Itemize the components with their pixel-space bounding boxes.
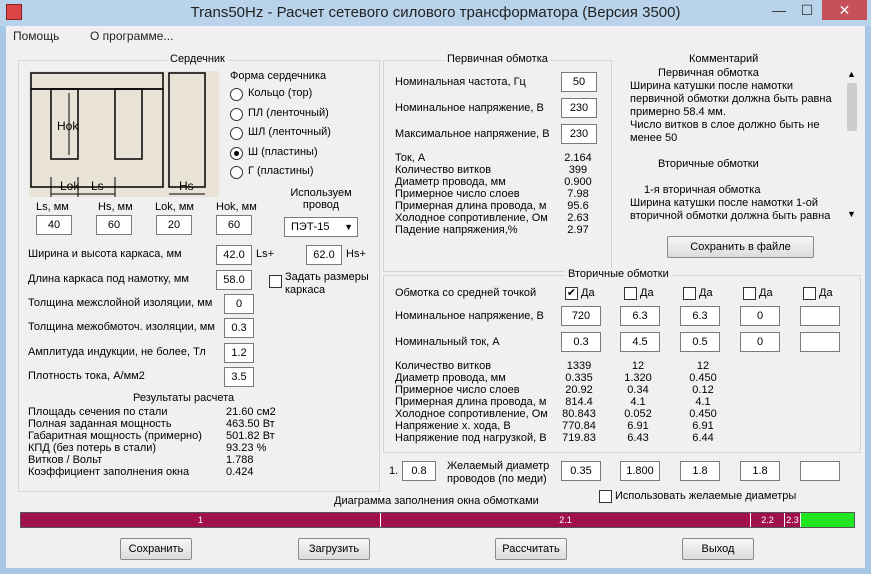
sec-row [395, 384, 735, 396]
secondary-results [395, 360, 735, 444]
dim-ls-input[interactable]: 40 [36, 215, 72, 235]
comment-line [630, 145, 844, 158]
result-label: Витков / Вольт [28, 454, 103, 466]
load-button[interactable]: Загрузить [298, 538, 370, 560]
primary-row-value: 2.97 [567, 224, 589, 236]
radio-ring[interactable] [230, 88, 243, 101]
center-tap-label: Обмотка со средней точкой [395, 287, 537, 299]
dim-ls-label: Ls, мм [36, 201, 69, 213]
sec-value: 6.91 [692, 420, 714, 432]
result-value: 501.82 Вт [226, 430, 275, 442]
primary-row-label: Количество витков [395, 164, 492, 176]
center-tap-checkbox-5[interactable] [803, 287, 816, 300]
primary-row-label: Ток, А [395, 152, 426, 164]
result-label: Полная заданная мощность [28, 418, 172, 430]
result-value: 21.60 см2 [226, 406, 276, 418]
use-desired-label: Использовать желаемые диаметры [615, 490, 797, 502]
client-area [6, 26, 865, 568]
sec-value: 0.335 [565, 372, 593, 384]
current-density-label: Плотность тока, А/мм2 [28, 370, 145, 382]
sec-row [395, 408, 735, 420]
menu-about[interactable]: О программе... [90, 29, 174, 43]
sec-voltage-label: Номинальное напряжение, В [395, 310, 544, 322]
scroll-thumb[interactable] [847, 83, 857, 131]
dim-hs-label: Hs, мм [98, 201, 133, 213]
comment-line [630, 171, 844, 184]
comment-line: Ширина катушки после намотки [630, 80, 793, 92]
result-value: 0.424 [226, 466, 254, 478]
result-row [28, 442, 368, 454]
shape-g-label: Г (пластины) [248, 165, 314, 177]
primary-row-value: 2.63 [567, 212, 589, 224]
fill-segment-2: 2.1 [381, 513, 750, 527]
frame-label: Ширина и высота каркаса, мм [28, 248, 182, 260]
frame-length-input[interactable]: 58.0 [216, 270, 252, 290]
wire-select[interactable] [284, 217, 358, 237]
core-group-title: Сердечник [167, 53, 228, 65]
nominal-voltage-label: Номинальное напряжение, В [395, 102, 544, 114]
maximize-button[interactable]: ☐ [800, 2, 814, 18]
result-label: Коэффициент заполнения окна [28, 466, 190, 478]
results-list [28, 406, 368, 478]
comment-line: Число витков в слое должно быть не [630, 119, 820, 131]
shape-title: Форма сердечника [230, 70, 327, 82]
comment-title: Комментарий [689, 53, 759, 65]
frame-length-label: Длина каркаса под намотку, мм [28, 273, 189, 285]
calculate-button[interactable]: Рассчитать [495, 538, 567, 560]
sec-value: 12 [696, 360, 710, 372]
sec-value: 770.84 [562, 420, 596, 432]
primary-row-value: 399 [568, 164, 588, 176]
sec-row-label: Напряжение х. хода, В [395, 420, 511, 432]
fill-segment-3: 2.2 [751, 513, 784, 527]
primary-row-value: 2.164 [564, 152, 592, 164]
desired-input-3[interactable]: 1.8 [680, 461, 720, 481]
desired-input-4[interactable]: 1.8 [740, 461, 780, 481]
frame-height-input[interactable]: 62.0 [306, 245, 342, 265]
sec-value: 6.43 [627, 432, 649, 444]
dim-hok-label: Hok, мм [216, 201, 257, 213]
primary-row-value: 0.900 [564, 176, 592, 188]
center-tap-checkbox-2[interactable] [624, 287, 637, 300]
primary-row-value: 7.98 [567, 188, 589, 200]
comment-line: первичной обмотки должна быть равна [630, 93, 832, 105]
comment-line: Вторичные обмотки [658, 158, 759, 170]
lok-label: Lok [60, 179, 80, 193]
center-tap-yes-1: Да [581, 287, 595, 299]
comment-line: вторичной обмотки должна быть равна [630, 210, 831, 222]
sec-row [395, 432, 735, 444]
primary-results [395, 152, 605, 236]
primary-diam-label: 1. [389, 465, 399, 477]
comment-line: примерно 58.4 мм. [630, 106, 726, 118]
primary-row-label: Примерная длина провода, м [395, 200, 547, 212]
sec-value: 20.92 [565, 384, 593, 396]
fill-segment-1: 1 [21, 513, 380, 527]
result-value: 463.50 Вт [226, 418, 275, 430]
ls-label: Ls [91, 179, 104, 193]
max-voltage-label: Максимальное напряжение, В [395, 128, 550, 140]
sec-value: 0.450 [689, 408, 717, 420]
center-tap-yes-5: Да [819, 287, 833, 299]
sec-value: 0.450 [689, 372, 717, 384]
induction-input[interactable]: 1.2 [224, 343, 254, 363]
sec-current-input-1[interactable]: 0.3 [561, 332, 601, 352]
dim-hok-input[interactable]: 60 [216, 215, 252, 235]
center-tap-checkbox-4[interactable] [743, 287, 756, 300]
menu-help[interactable]: Помощь [13, 29, 60, 43]
secondary-group-title: Вторичные обмотки [565, 268, 672, 280]
dim-hs-input[interactable]: 60 [96, 215, 132, 235]
frame-width-suffix: Ls+ [256, 248, 275, 260]
primary-row [395, 152, 605, 164]
shape-pl-label: ПЛ (ленточный) [248, 107, 329, 119]
radio-sh[interactable] [230, 147, 243, 160]
shape-radio-g[interactable] [230, 165, 370, 181]
wire-select-value: ПЭТ-15 [291, 221, 330, 233]
result-row [28, 430, 368, 442]
close-button[interactable]: ✕ [822, 0, 867, 20]
interlayer-input[interactable]: 0 [224, 294, 254, 314]
save-button[interactable]: Сохранить [120, 538, 192, 560]
set-frame-checkbox[interactable] [269, 275, 282, 288]
sec-value: 0.12 [692, 384, 714, 396]
center-tap-yes-4: Да [759, 287, 773, 299]
save-to-file-button[interactable]: Сохранить в файле [667, 236, 814, 258]
sec-value: 0.34 [627, 384, 649, 396]
sec-current-input-2[interactable]: 4.5 [620, 332, 660, 352]
fill-segment-4: 2.3 [786, 515, 799, 525]
window-title: Trans50Hz - Расчет сетевого силового трансформатора (Версия 3500) [190, 4, 681, 21]
sec-row-label: Примерное число слоев [395, 384, 520, 396]
current-density-input[interactable]: 3.5 [224, 367, 254, 387]
sec-row-label: Холодное сопротивление, Ом [395, 408, 548, 420]
fill-segment-free [801, 513, 854, 527]
sec-voltage-input-5[interactable] [800, 306, 840, 326]
fill-bar [20, 512, 855, 528]
sec-current-input-4[interactable]: 0 [740, 332, 780, 352]
sec-row-label: Диаметр провода, мм [395, 372, 506, 384]
center-tap-checkbox-3[interactable] [683, 287, 696, 300]
primary-row-label: Падение напряжения,% [395, 224, 518, 236]
primary-row [395, 224, 605, 236]
sec-value: 6.91 [627, 420, 649, 432]
primary-diam-input[interactable]: 0.8 [402, 461, 436, 481]
shape-radio-shl[interactable] [230, 126, 370, 142]
sec-value: 12 [631, 360, 645, 372]
primary-row [395, 176, 605, 188]
hs-label: Hs [179, 179, 194, 193]
dim-lok-input[interactable]: 20 [156, 215, 192, 235]
comment-line: Ширина катушки после намотки 1-ой [630, 197, 819, 209]
interlayer-label: Толщина межслойной изоляции, мм [28, 297, 213, 309]
center-tap-yes-3: Да [699, 287, 713, 299]
wire-label: Используем провод [290, 187, 352, 211]
sec-row-label: Напряжение под нагрузкой, В [395, 432, 547, 444]
sec-value: 4.1 [630, 396, 646, 408]
sec-row [395, 360, 735, 372]
set-frame-label: Задать размеры каркаса [285, 271, 369, 296]
sec-value: 1339 [566, 360, 592, 372]
primary-row-label: Холодное сопротивление, Ом [395, 212, 548, 224]
shape-sh-label: Ш (пластины) [248, 146, 318, 158]
primary-row [395, 212, 605, 224]
sec-current-label: Номинальный ток, А [395, 336, 500, 348]
interwinding-input[interactable]: 0.3 [224, 318, 254, 338]
sec-voltage-input-4[interactable]: 0 [740, 306, 780, 326]
sec-row-label: Количество витков [395, 360, 492, 372]
nominal-voltage-input[interactable]: 230 [561, 98, 597, 118]
result-value: 1.788 [226, 454, 254, 466]
sec-row [395, 396, 735, 408]
hok-label: Hok [57, 119, 79, 133]
menu-bar [6, 26, 865, 46]
core-diagram [29, 71, 219, 197]
minimize-button[interactable]: — [772, 2, 786, 18]
primary-group-title: Первичная обмотка [444, 53, 551, 65]
sec-value: 719.83 [562, 432, 596, 444]
primary-row-label: Примерное число слоев [395, 188, 520, 200]
result-label: Габаритная мощность (примерно) [28, 430, 202, 442]
sec-row [395, 372, 735, 384]
frame-height-suffix: Hs+ [346, 248, 366, 260]
frequency-label: Номинальная частота, Гц [395, 76, 526, 88]
sec-voltage-input-1[interactable]: 720 [561, 306, 601, 326]
comment-scrollbar[interactable] [845, 67, 859, 224]
chevron-down-icon: ▼ [344, 222, 353, 232]
comment-line: 1-я вторичная обмотка [644, 184, 761, 196]
center-tap-yes-2: Да [640, 287, 654, 299]
sec-value: 80.843 [562, 408, 596, 420]
sec-value: 1.320 [624, 372, 652, 384]
results-title: Результаты расчета [133, 392, 235, 404]
primary-row-label: Диаметр провода, мм [395, 176, 506, 188]
sec-row-label: Примерная длина провода, м [395, 396, 547, 408]
sec-value: 0.052 [624, 408, 652, 420]
result-value: 93.23 % [226, 442, 267, 454]
sec-current-input-5[interactable] [800, 332, 840, 352]
radio-g[interactable] [230, 166, 243, 179]
sec-voltage-input-3[interactable]: 6.3 [680, 306, 720, 326]
sec-value: 4.1 [695, 396, 711, 408]
shape-radio-sh[interactable] [230, 146, 370, 162]
primary-row-value: 95.6 [567, 200, 589, 212]
sec-value: 814.4 [565, 396, 593, 408]
result-row [28, 418, 368, 430]
comment-box[interactable] [616, 67, 859, 224]
result-row [28, 454, 368, 466]
fill-diagram-title: Диаграмма заполнения окна обмотками [334, 495, 539, 507]
exit-button[interactable]: Выход [682, 538, 754, 560]
result-label: Площадь сечения по стали [28, 406, 168, 418]
desired-label: Желаемый диаметр проводов (по меди) [447, 460, 550, 485]
result-label: КПД (без потерь в стали) [28, 442, 157, 454]
dim-lok-label: Lok, мм [155, 201, 194, 213]
interwinding-label: Толщина межобмоточ. изоляции, мм [28, 321, 215, 333]
shape-radio-ring[interactable] [230, 87, 370, 103]
radio-pl[interactable] [230, 108, 243, 121]
use-desired-checkbox[interactable] [599, 490, 612, 503]
desired-input-5[interactable] [800, 461, 840, 481]
center-tap-checkbox-1[interactable]: ✔ [566, 287, 577, 299]
shape-radio-pl[interactable] [230, 107, 370, 123]
primary-row [395, 164, 605, 176]
comment-text [630, 67, 844, 223]
max-voltage-input[interactable]: 230 [561, 124, 597, 144]
comment-line: менее 50 [630, 132, 678, 144]
sec-value: 6.44 [692, 432, 714, 444]
shape-shl-label: ШЛ (ленточный) [248, 126, 331, 138]
primary-row [395, 188, 605, 200]
frequency-input[interactable]: 50 [561, 72, 597, 92]
comment-line: Первичная обмотка [658, 67, 759, 79]
result-row [28, 466, 368, 478]
sec-row [395, 420, 735, 432]
sec-voltage-input-2[interactable]: 6.3 [620, 306, 660, 326]
desired-input-1[interactable]: 0.35 [561, 461, 601, 481]
scroll-up-icon[interactable]: ▲ [847, 69, 856, 79]
primary-row [395, 200, 605, 212]
radio-shl[interactable] [230, 127, 243, 140]
desired-input-2[interactable]: 1.800 [620, 461, 660, 481]
induction-label: Амплитуда индукции, не более, Тл [28, 346, 206, 358]
frame-width-input[interactable]: 42.0 [216, 245, 252, 265]
title-bar [0, 0, 871, 26]
shape-ring-label: Кольцо (тор) [248, 87, 313, 99]
scroll-down-icon[interactable]: ▼ [847, 209, 856, 219]
sec-current-input-3[interactable]: 0.5 [680, 332, 720, 352]
result-row [28, 406, 368, 418]
